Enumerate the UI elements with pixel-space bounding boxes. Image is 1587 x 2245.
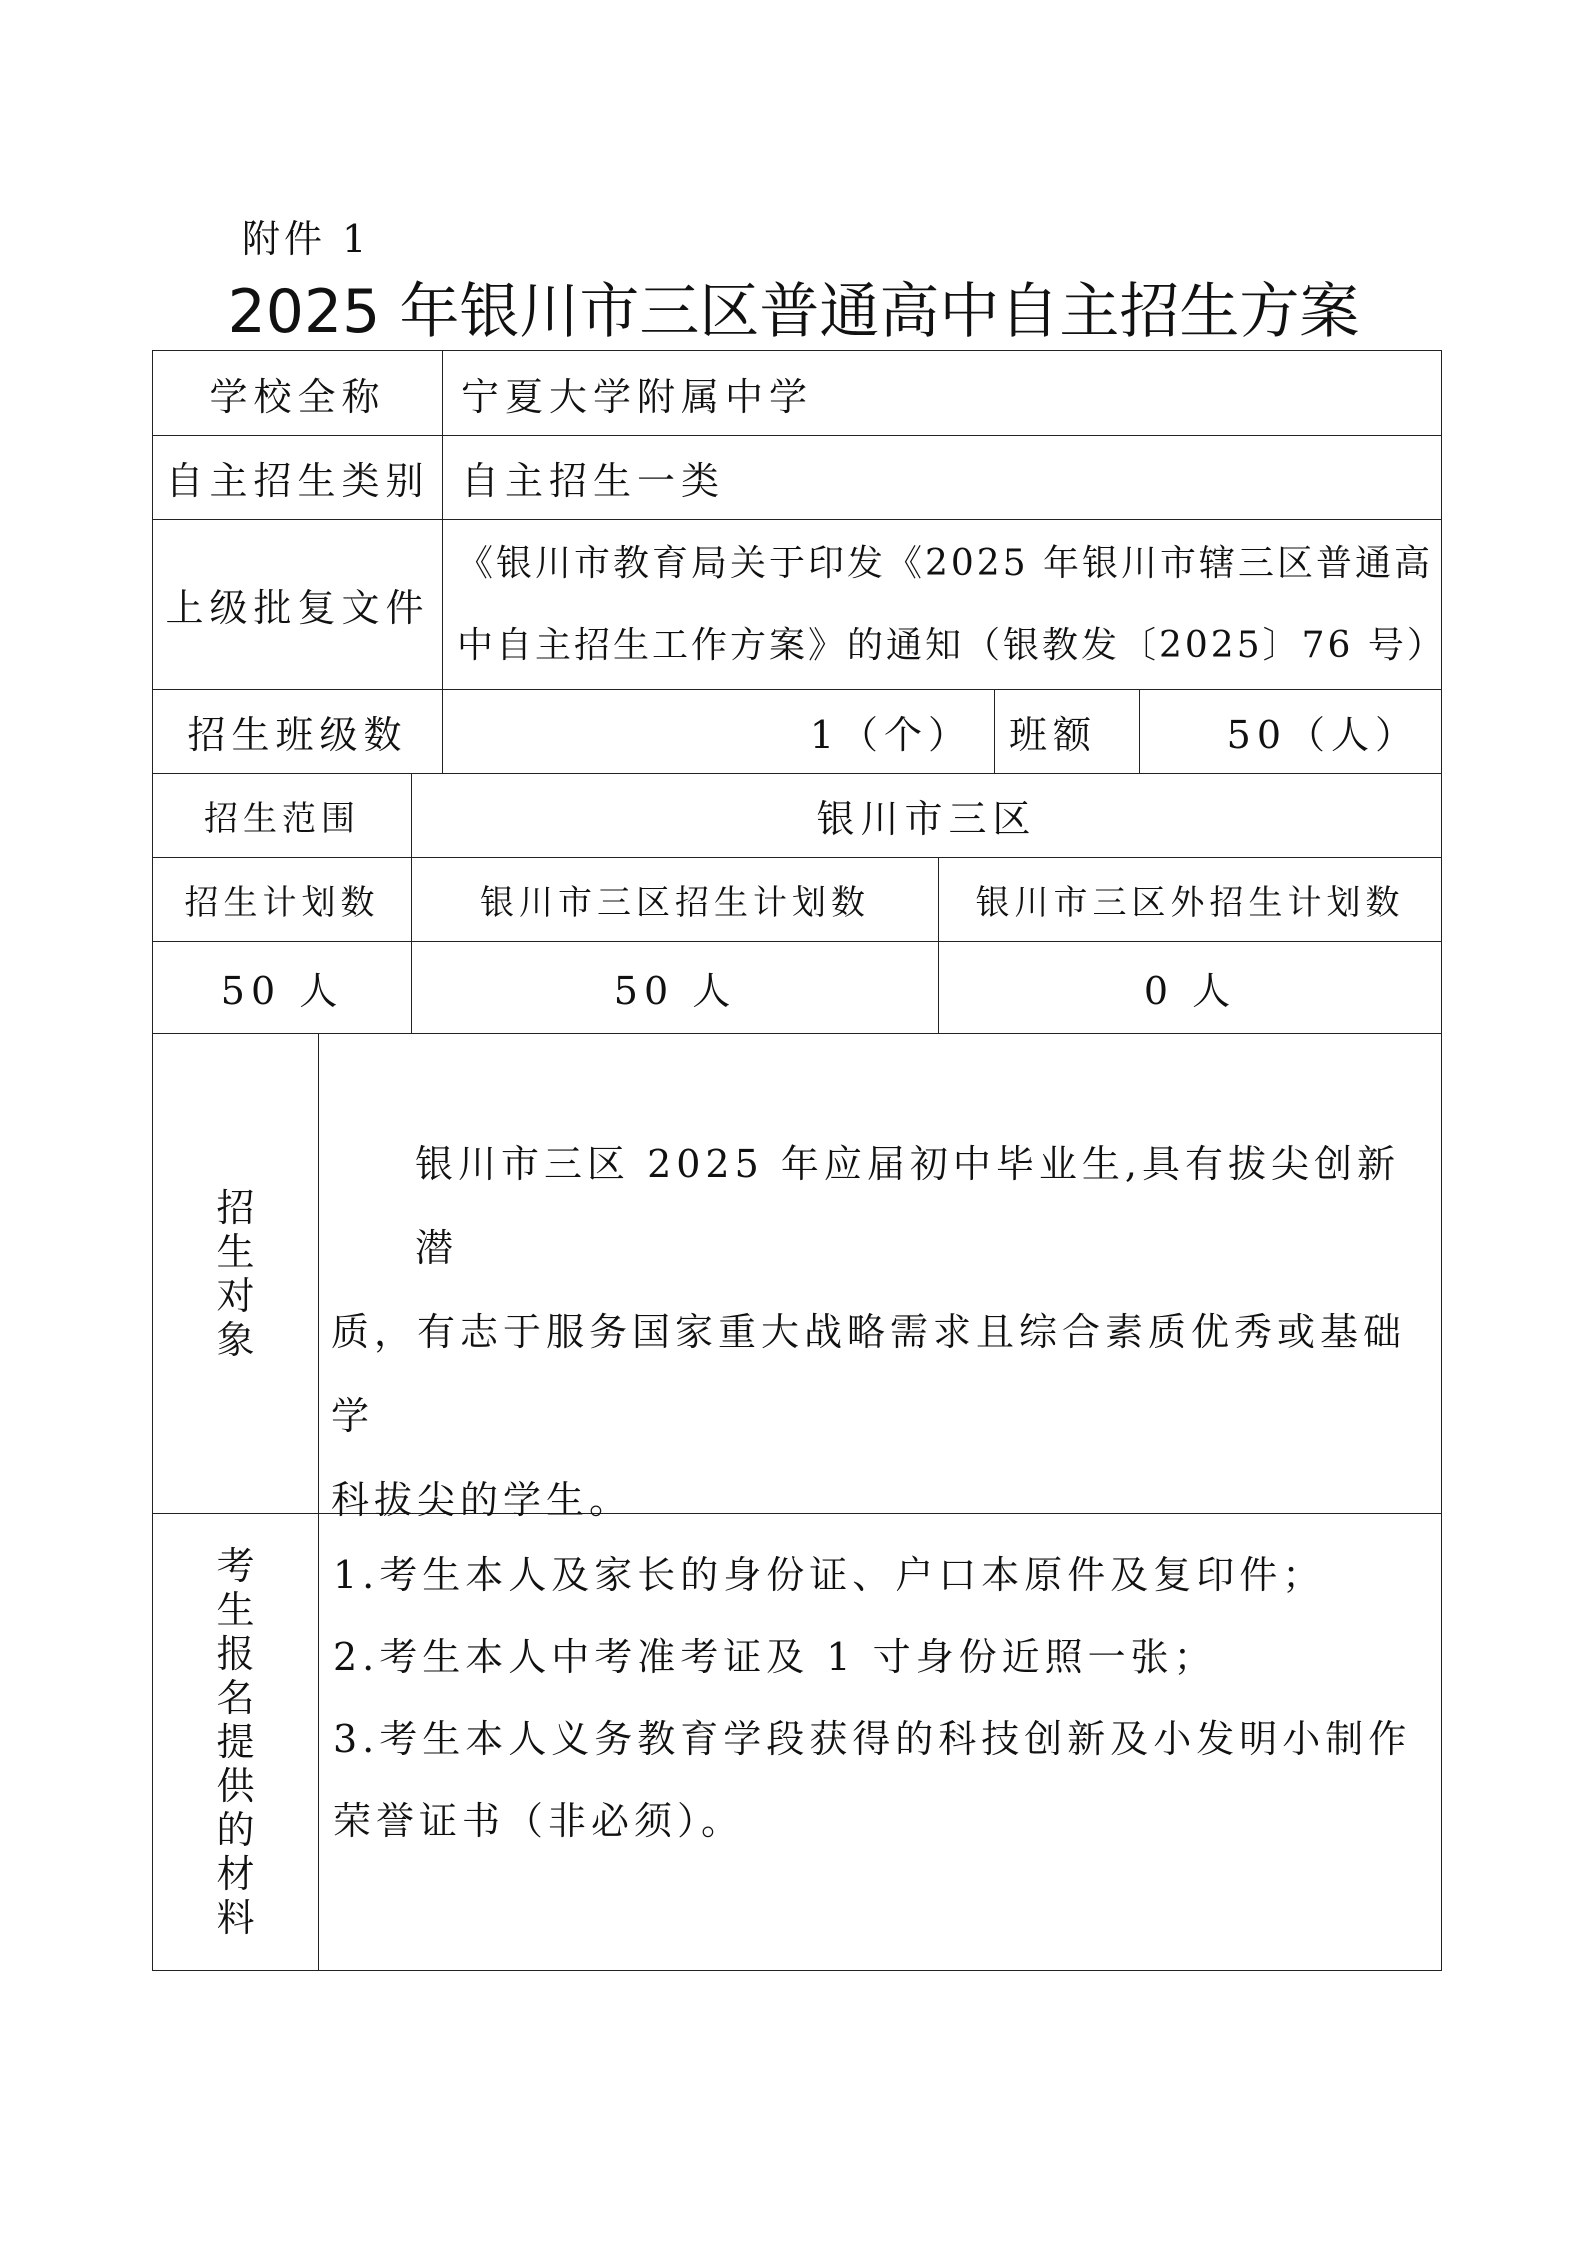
materials-content (318, 1514, 1441, 1970)
target-line-1: 银川市三区 2025 年应届初中毕业生,具有拔尖创新潜 (415, 1142, 1400, 1270)
row-materials (152, 1514, 1442, 1971)
scope-label: 招生范围 (204, 799, 360, 839)
vertical-label-char: 生 (216, 1229, 255, 1274)
scope-value: 银川市三区 (411, 774, 1441, 857)
plan-in-label: 银川市三区招生计划数 (411, 858, 938, 941)
vertical-label-char: 名 (216, 1676, 255, 1720)
vertical-label-char: 生 (216, 1588, 255, 1632)
school-value: 宁夏大学附属中学 (442, 351, 1441, 435)
category-value: 自主招生一类 (442, 436, 1441, 519)
vertical-label-char: 的 (216, 1808, 255, 1852)
approval-line-2: 中自主招生工作方案》的通知（银教发〔2025〕76 号） (457, 624, 1446, 666)
target-label (216, 1186, 254, 1362)
page-title: 2025 年银川市三区普通高中自主招生方案 (227, 277, 1360, 347)
materials-item-3b: 荣誉证书（非必须）。 (333, 1799, 745, 1843)
materials-item-3a: 3.考生本人义务教育学段获得的科技创新及小发明小制作 (333, 1717, 1412, 1761)
plan-total: 50 人 (220, 969, 344, 1013)
category-label: 自主招生类别 (165, 459, 430, 503)
classes-label: 招生班级数 (187, 713, 408, 757)
vertical-label-char: 象 (216, 1317, 255, 1362)
materials-label-cell (153, 1514, 318, 1970)
target-line-2: 质，有志于服务国家重大战略需求且综合素质优秀或基础学 (331, 1310, 1407, 1438)
row-plan-header (152, 858, 1442, 942)
materials-label (216, 1544, 254, 1940)
plan-out-label: 银川市三区外招生计划数 (938, 858, 1441, 941)
row-classes (152, 690, 1442, 774)
row-category (152, 436, 1442, 520)
row-target (152, 1034, 1442, 1522)
vertical-label-char: 考 (216, 1544, 255, 1588)
row-plan-values (152, 942, 1442, 1034)
materials-item-2: 2.考生本人中考准考证及 1 寸身份近照一张； (333, 1635, 1217, 1679)
approval-label: 上级批复文件 (165, 586, 430, 630)
target-line-3: 科拔尖的学生。 (331, 1478, 633, 1522)
vertical-label-char: 供 (216, 1764, 255, 1808)
approval-document (442, 520, 1446, 689)
vertical-label-char: 提 (216, 1720, 255, 1764)
vertical-label-char: 材 (216, 1852, 255, 1896)
quota-label: 班额 (994, 690, 1139, 773)
vertical-label-char: 料 (216, 1896, 255, 1940)
vertical-label-char: 招 (216, 1185, 255, 1230)
plan-in-value: 50 人 (411, 942, 938, 1033)
target-label-cell (153, 1034, 318, 1513)
classes-value: 1（个） (442, 690, 994, 773)
target-content (318, 1034, 1441, 1522)
row-scope (152, 774, 1442, 858)
row-school (152, 350, 1442, 436)
school-label: 学校全称 (209, 374, 386, 419)
approval-line-1: 《银川市教育局关于印发《2025 年银川市辖三区普通高 (457, 542, 1434, 584)
materials-item-1: 1.考生本人及家长的身份证、户口本原件及复印件； (333, 1553, 1326, 1597)
vertical-label-char: 对 (216, 1273, 255, 1318)
vertical-label-char: 报 (216, 1632, 255, 1676)
quota-value: 50（人） (1139, 690, 1441, 773)
plan-out-value: 0 人 (938, 942, 1441, 1033)
row-approval (152, 520, 1446, 690)
plan-label: 招生计划数 (184, 883, 380, 923)
attachment-label: 附件 1 (242, 217, 371, 261)
